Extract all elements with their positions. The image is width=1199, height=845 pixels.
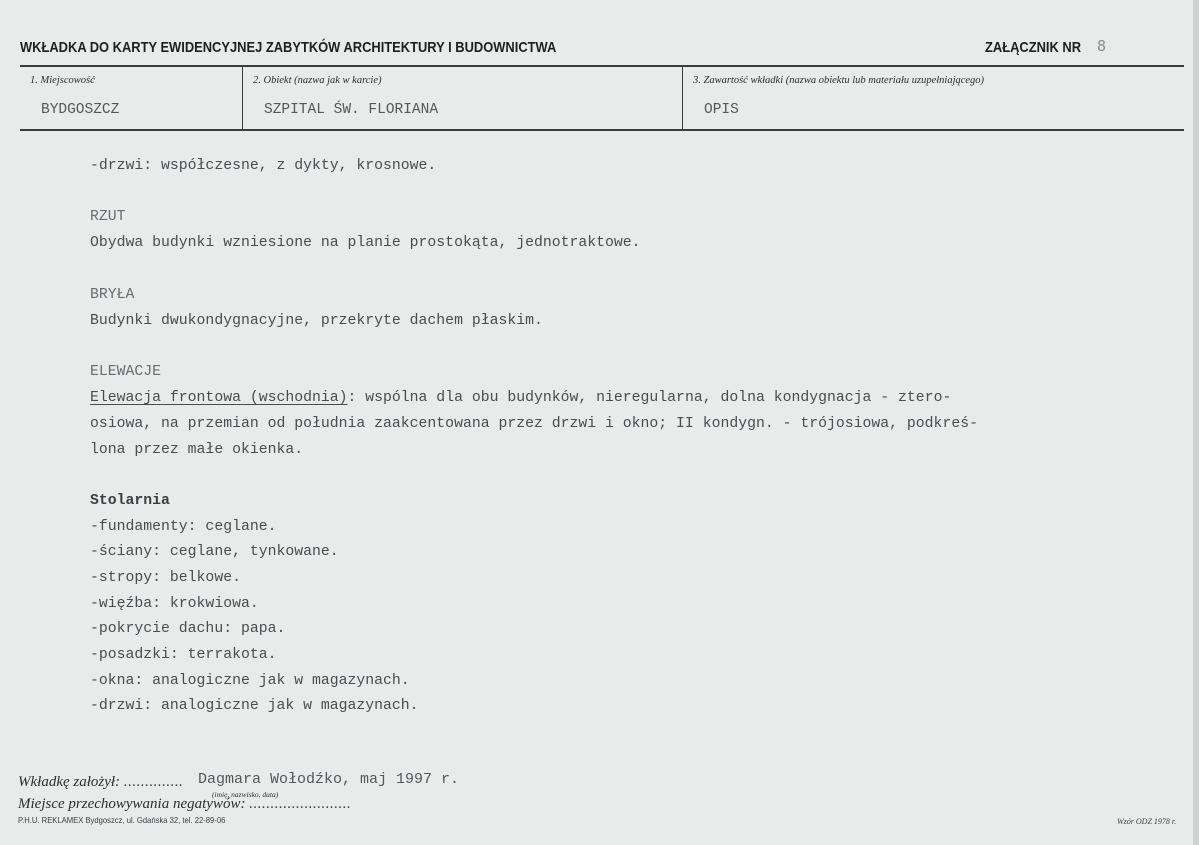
rzut-text: Obydwa budynki wzniesione na planie prostokąta, jednotraktowe.	[90, 235, 641, 251]
field-object-value: SZPITAL ŚW. FLORIANA	[264, 102, 439, 118]
field-locality-label: 1. Miejscowość	[30, 75, 95, 86]
doors-line: -drzwi: współczesne, z dykty, krosnowe.	[90, 158, 437, 174]
negatives-row	[18, 796, 351, 813]
list-item: -posadzki: terrakota.	[90, 647, 277, 663]
field-object	[242, 67, 682, 129]
elewacje-heading: ELEWACJE	[90, 364, 162, 380]
field-locality-value: BYDGOSZCZ	[41, 102, 120, 118]
negatives-label: Miejsce przechowywania negatywów:	[18, 796, 246, 812]
founded-hint: (imię, nazwisko, data)	[212, 790, 279, 799]
elewacje-line-3: lona przez małe okienka.	[90, 442, 304, 458]
list-item: -więźba: krokwiowa.	[90, 596, 259, 612]
bryla-heading: BRYŁA	[90, 287, 135, 303]
field-contents	[682, 67, 1184, 129]
bryla-text: Budynki dwukondygnacyjne, przekryte dachem płaskim.	[90, 313, 543, 329]
field-object-label: 2. Obiekt (nazwa jak w karcie)	[253, 75, 382, 86]
field-contents-label: 3. Zawartość wkładki (nazwa obiektu lub materiału uzupełniającego)	[693, 75, 985, 86]
form-reference: Wzór ODZ 1978 r.	[1117, 817, 1177, 826]
card-edge	[1193, 0, 1199, 845]
list-item: -okna: analogiczne jak w magazynach.	[90, 673, 410, 689]
field-contents-value: OPIS	[704, 102, 739, 118]
attachment-number: 8	[1097, 37, 1107, 55]
founded-value: Dagmara Wołodźko, maj 1997 r.	[198, 771, 460, 788]
elewacje-underlined: Elewacja frontowa (wschodnia)	[90, 390, 348, 406]
negatives-dots: ........................	[249, 796, 352, 812]
list-item: -ściany: ceglane, tynkowane.	[90, 544, 339, 560]
founded-label: Wkładkę założył:	[18, 774, 121, 790]
header-fields	[20, 65, 1184, 131]
list-item: -drzwi: analogiczne jak w magazynach.	[90, 698, 419, 714]
form-title: WKŁADKA DO KARTY EWIDENCYJNEJ ZABYTKÓW ARCHITEKTURY I BUDOWNICTWA	[20, 39, 557, 56]
founded-dots: ..............	[123, 774, 184, 790]
elewacje-line-2: osiowa, na przemian od południa zaakcentowana przez drzwi i okno; II kondygn. - trójosiowa, podkreś-	[90, 416, 978, 432]
field-locality	[20, 67, 242, 129]
founded-row	[18, 774, 183, 791]
list-item: -stropy: belkowe.	[90, 570, 241, 586]
rzut-heading: RZUT	[90, 209, 126, 225]
list-item: -pokrycie dachu: papa.	[90, 621, 286, 637]
attachment-label: ZAŁĄCZNIK NR	[985, 39, 1082, 56]
stolarnia-heading: Stolarnia	[90, 493, 170, 509]
printer-imprint: P.H.U. REKLAMEX Bydgoszcz, ul. Gdańska 32, tel. 22-89-06	[18, 815, 226, 825]
list-item: -fundamenty: ceglane.	[90, 519, 277, 535]
elewacje-line-1-rest: : wspólna dla obu budynków, nieregularna, dolna kondygnacja - ztero-	[347, 390, 952, 406]
elewacje-line-1	[90, 390, 951, 406]
